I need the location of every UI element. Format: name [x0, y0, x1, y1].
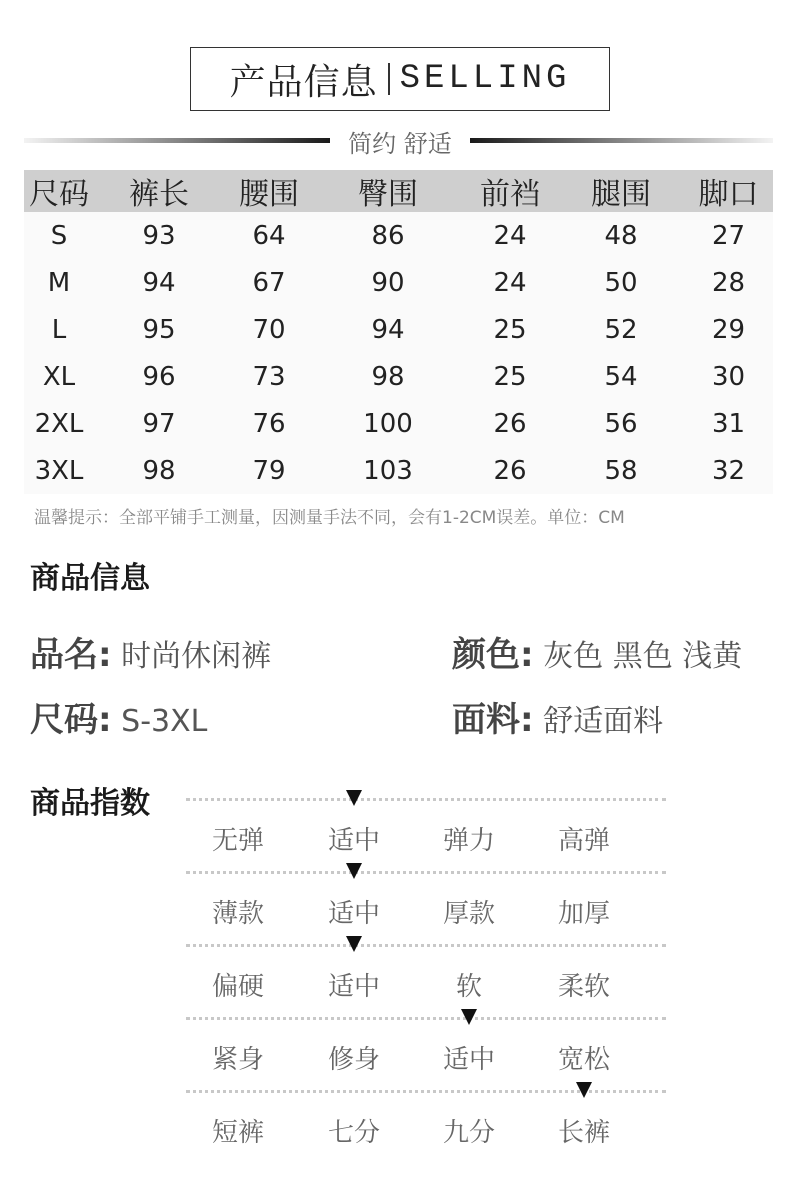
column-header: 前裆	[480, 177, 540, 212]
column-header: 臀围	[358, 177, 418, 212]
index-option: 薄款	[211, 899, 264, 929]
table-row	[24, 447, 773, 494]
product-color	[452, 627, 742, 676]
product-index-title: 商品指数	[30, 786, 150, 821]
product-color-label: 颜色:	[452, 635, 534, 675]
table-cell: M	[47, 267, 71, 298]
index-option: 短裤	[211, 1118, 264, 1148]
product-name-label: 品名:	[30, 635, 112, 675]
index-indicator-arrow	[346, 790, 362, 806]
product-fabric-label: 面料:	[452, 700, 534, 740]
table-cell: 32	[711, 455, 746, 486]
index-option: 弹力	[442, 826, 495, 856]
header-subtitle: 简约 舒适	[348, 130, 452, 158]
column-header: 腰围	[239, 177, 299, 212]
table-cell: 58	[604, 455, 638, 486]
size-table-header	[24, 170, 773, 212]
product-name	[30, 627, 271, 676]
column-header: 脚口	[698, 177, 759, 212]
index-dotted-line	[186, 944, 666, 947]
index-dotted-line	[186, 1090, 666, 1093]
table-cell: 54	[604, 361, 638, 392]
product-name-value: 时尚休闲裤	[121, 639, 272, 674]
index-option: 七分	[327, 1118, 380, 1148]
product-fabric	[452, 692, 663, 741]
table-cell: 96	[142, 361, 176, 392]
table-cell: 31	[711, 408, 746, 439]
table-row	[24, 259, 773, 306]
index-dotted-line	[186, 871, 666, 874]
table-cell: 97	[142, 408, 176, 439]
table-cell: 76	[252, 408, 286, 439]
index-option: 厚款	[442, 899, 495, 929]
table-cell: 67	[252, 267, 286, 298]
index-indicator-arrow	[346, 936, 362, 952]
product-fabric-value: 舒适面料	[543, 704, 664, 739]
table-cell: 24	[493, 267, 527, 298]
table-cell: 29	[711, 314, 746, 345]
table-cell: 103	[363, 455, 413, 486]
table-row	[24, 353, 773, 400]
table-cell: 50	[604, 267, 638, 298]
subtitle-line-left	[24, 138, 330, 143]
table-cell: 3XL	[34, 455, 84, 486]
index-dotted-line	[186, 798, 666, 801]
index-indicator-arrow	[346, 863, 362, 879]
table-cell: 48	[604, 220, 638, 251]
table-cell: 73	[252, 361, 286, 392]
table-row	[24, 306, 773, 353]
product-size-value: S-3XL	[121, 704, 208, 739]
table-cell: 93	[142, 220, 176, 251]
size-table-body	[24, 212, 773, 494]
table-cell: 24	[493, 220, 527, 251]
title-divider	[388, 63, 390, 95]
index-option: 宽松	[557, 1045, 610, 1075]
index-option: 紧身	[211, 1045, 264, 1075]
table-cell: 2XL	[34, 408, 84, 439]
column-header: 腿围	[591, 177, 651, 212]
table-cell: 79	[252, 455, 286, 486]
table-cell: 26	[493, 455, 527, 486]
index-dotted-line	[186, 1017, 666, 1020]
column-header: 尺码	[29, 177, 89, 212]
column-header: 裤长	[129, 177, 189, 212]
index-option: 加厚	[557, 899, 610, 929]
index-option: 适中	[442, 1045, 495, 1075]
table-cell: 70	[252, 314, 286, 345]
index-option: 修身	[327, 1045, 380, 1075]
table-cell: S	[50, 220, 68, 251]
table-cell: 98	[142, 455, 176, 486]
table-cell: 25	[493, 314, 527, 345]
index-option: 长裤	[557, 1118, 610, 1148]
table-cell: XL	[42, 361, 76, 392]
table-cell: 56	[604, 408, 638, 439]
table-cell: 95	[142, 314, 176, 345]
table-cell: 27	[711, 220, 746, 251]
table-cell: 94	[371, 314, 405, 345]
index-option: 无弹	[211, 826, 264, 856]
product-size-label: 尺码:	[30, 700, 112, 740]
product-size	[30, 692, 207, 741]
index-option: 适中	[327, 826, 380, 856]
table-cell: 100	[363, 408, 413, 439]
product-color-value: 灰色 黑色 浅黄	[543, 639, 743, 674]
index-option: 软	[455, 972, 482, 1002]
table-cell: 98	[371, 361, 405, 392]
header-title-cn: 产品信息	[229, 61, 378, 103]
table-row	[24, 212, 773, 259]
table-cell: 86	[371, 220, 405, 251]
table-cell: 64	[252, 220, 286, 251]
table-cell: 94	[142, 267, 176, 298]
table-cell: 26	[493, 408, 527, 439]
table-row	[24, 400, 773, 447]
table-cell: L	[51, 314, 67, 345]
table-cell: 90	[371, 267, 405, 298]
index-option: 适中	[327, 972, 380, 1002]
product-info-title: 商品信息	[30, 561, 150, 596]
index-option: 九分	[442, 1118, 495, 1148]
measurement-note: 温馨提示：全部平铺手工测量，因测量手法不同，会有1-2CM误差。单位：CM	[34, 508, 625, 528]
index-option: 柔软	[557, 972, 610, 1002]
table-cell: 52	[604, 314, 638, 345]
size-table	[24, 170, 773, 494]
index-indicator-arrow	[576, 1082, 592, 1098]
index-option: 偏硬	[211, 972, 264, 1002]
subtitle-line-right	[470, 138, 773, 143]
index-indicator-arrow	[461, 1009, 477, 1025]
header-title-en: SELLING	[399, 60, 571, 98]
header-title-box	[190, 47, 610, 111]
table-cell: 28	[711, 267, 746, 298]
table-cell: 25	[493, 361, 527, 392]
table-cell: 30	[711, 361, 746, 392]
index-option: 高弹	[557, 826, 610, 856]
index-option: 适中	[327, 899, 380, 929]
